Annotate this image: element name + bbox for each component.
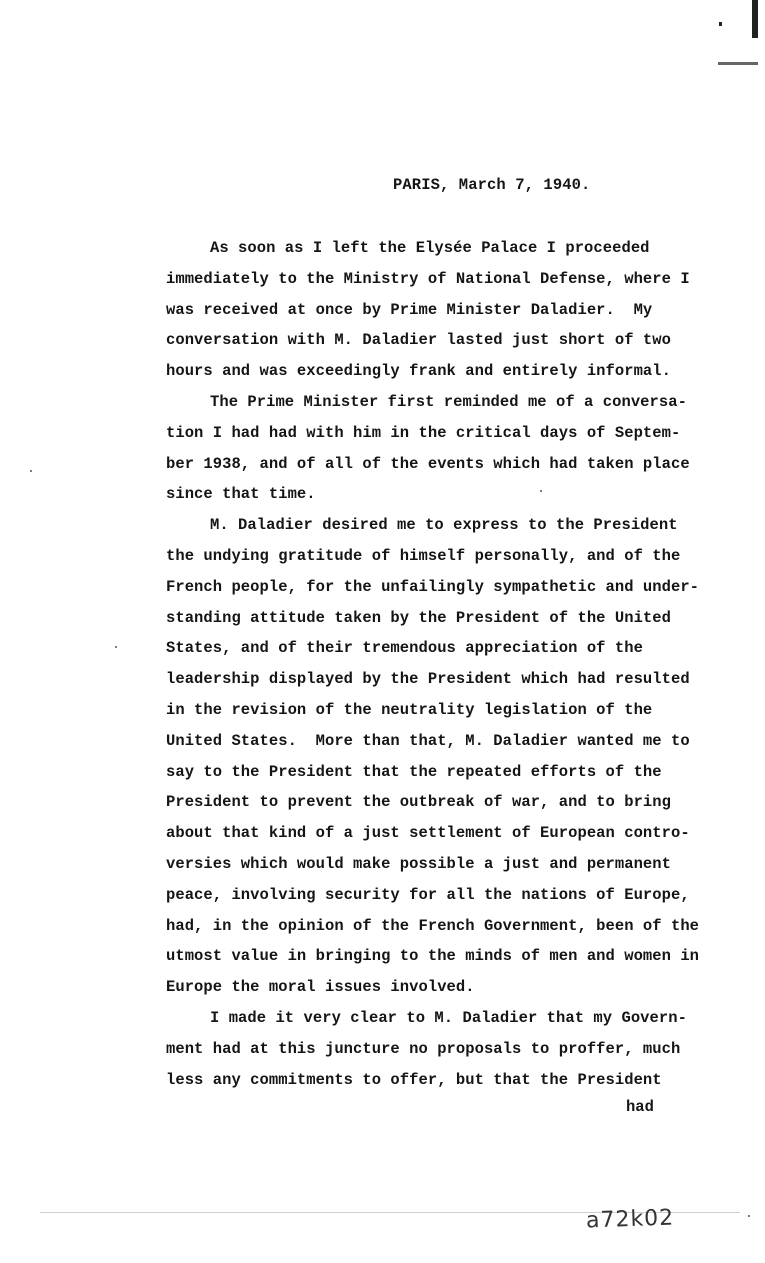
text-line: about that kind of a just settlement of European contro- — [166, 824, 690, 843]
text-line: say to the President that the repeated efforts of the — [166, 762, 662, 781]
text-line: States, and of their tremendous appreciation of the — [166, 639, 643, 658]
text-line: immediately to the Ministry of National Defense, where I — [166, 269, 690, 288]
handwritten-note: a72k02 — [585, 1205, 675, 1234]
text-line: standing attitude taken by the President of the United — [166, 608, 671, 627]
text-line: less any commitments to offer, but that the President — [166, 1070, 662, 1089]
text-line: peace, involving security for all the nations of Europe, — [166, 885, 690, 904]
text-line: in the revision of the neutrality legislation of the — [166, 701, 653, 719]
text-line: hours and was exceedingly frank and entirely informal. — [166, 362, 671, 381]
corner-mark — [752, 0, 758, 38]
corner-mark — [719, 22, 722, 26]
text-line: French people, for the unfailingly sympathetic and under- — [166, 577, 700, 596]
text-line: As soon as I left the Elysée Palace I proceeded — [210, 239, 650, 257]
text-line: Europe the moral issues involved. — [166, 978, 475, 997]
text-line: versies which would make possible a just and permanent — [166, 855, 671, 873]
text-line: tion I had had with him in the critical days of Septem- — [166, 423, 681, 442]
text-line: The Prime Minister first reminded me of a conversa- — [210, 393, 687, 411]
text-line: since that time. — [166, 485, 316, 504]
text-line: had, in the opinion of the French Government, been of the — [166, 916, 700, 935]
text-line: leadership displayed by the President which had resulted — [166, 670, 690, 689]
text-line: I made it very clear to M. Daladier that my Govern- — [210, 1009, 687, 1027]
text-line: the undying gratitude of himself personally, and of the — [166, 547, 681, 565]
text-line: United States. More than that, M. Daladier wanted me to — [166, 731, 690, 750]
dateline: PARIS, March 7, 1940. — [393, 176, 591, 194]
speck — [540, 490, 542, 492]
text-line: ment had at this juncture no proposals to proffer, much — [166, 1039, 681, 1058]
text-line: conversation with M. Daladier lasted just short of two — [166, 331, 671, 350]
text-line: utmost value in bringing to the minds of men and women in — [166, 947, 700, 966]
speck — [115, 646, 117, 648]
text-line: M. Daladier desired me to express to the President — [210, 516, 678, 535]
catchword: had — [626, 1098, 654, 1116]
speck — [30, 470, 32, 472]
text-line: was received at once by Prime Minister Daladier. My — [166, 300, 653, 319]
text-line: ber 1938, and of all of the events which had taken place — [166, 454, 690, 473]
speck — [748, 1215, 750, 1217]
corner-mark — [718, 62, 758, 65]
text-line: President to prevent the outbreak of war, and to bring — [166, 793, 671, 812]
